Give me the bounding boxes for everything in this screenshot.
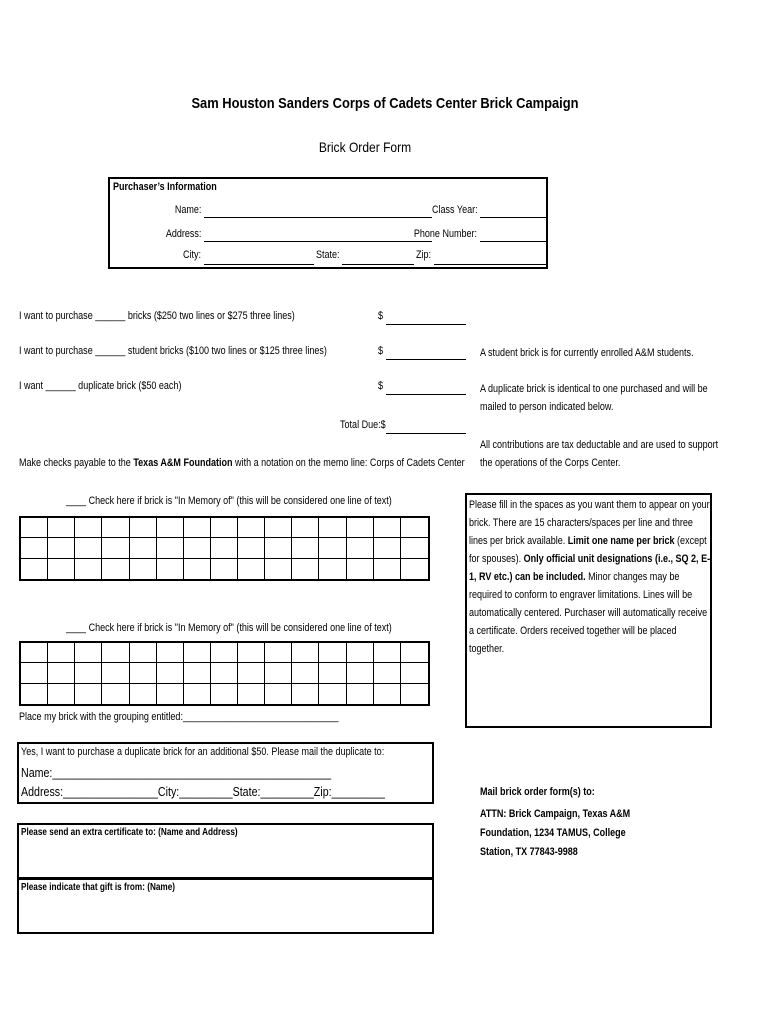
- grouping-label[interactable]: Place my brick with the grouping entitled:_______________________________: [19, 711, 339, 723]
- mail-line-3: Station, TX 77843-9988: [480, 846, 578, 858]
- gift-label: Please indicate that gift is from: (Name): [21, 882, 176, 893]
- duplicate-address-field[interactable]: Address:________________City:_________State:_________Zip:_________: [21, 784, 385, 799]
- order-student-currency: $: [378, 345, 384, 357]
- total-label: Total Due:$: [340, 419, 386, 431]
- memory-check-1[interactable]: ____ Check here if brick is "In Memory of" (this will be considered one line of text): [66, 495, 392, 507]
- duplicate-note-1: A duplicate brick is identical to one purchased and will be: [480, 383, 708, 395]
- order-student-text: I want to purchase ______ student bricks ($100 two lines or $125 three lines): [19, 345, 327, 357]
- total-field[interactable]: [386, 433, 466, 434]
- mail-line-2: Foundation, 1234 TAMUS, College: [480, 827, 626, 839]
- order-student-amount[interactable]: [386, 359, 466, 360]
- duplicate-line-1: Yes, I want to purchase a duplicate brick for an additional $50. Please mail the duplicate to:: [21, 746, 385, 758]
- mail-line-1: ATTN: Brick Campaign, Texas A&M: [480, 808, 631, 820]
- instructions-text: Please fill in the spaces as you want them to appear on your brick. There are 15 characters/spaces per line and three lines per brick available. Limit one name per brick (except for spouses). Only official unit designations (i.e., SQ 2, E-1, RV etc.) can be included. Minor changes may be required to conform to engraver limitations. Lines will be automatically centered. Purchaser will automatically receive a certificate. Orders received together will be placed together.: [469, 499, 711, 655]
- state-label: State:: [316, 249, 340, 261]
- purchaser-heading: Purchaser’s Information: [113, 181, 217, 193]
- phone-label: Phone Number:: [413, 228, 477, 240]
- checks-payable: Make checks payable to the Texas A&M Foundation with a notation on the memo line: Corps of Cadets Center: [19, 457, 465, 469]
- class-year-label: Class Year:: [432, 204, 478, 216]
- certificate-box[interactable]: [17, 823, 434, 879]
- duplicate-name-field[interactable]: Name:_______________________________________________: [21, 765, 332, 780]
- order-duplicate-currency: $: [378, 380, 384, 392]
- brick-grid-1[interactable]: [19, 516, 430, 581]
- order-duplicate-text: I want ______ duplicate brick ($50 each): [19, 380, 182, 392]
- tax-note-2: the operations of the Corps Center.: [480, 457, 621, 469]
- certificate-label: Please send an extra certificate to: (Name and Address): [21, 827, 238, 838]
- instructions-box: [465, 493, 712, 728]
- zip-label: Zip:: [416, 249, 432, 261]
- order-bricks-amount[interactable]: [386, 324, 466, 325]
- name-field[interactable]: [204, 217, 432, 218]
- name-label: Name:: [174, 204, 201, 216]
- student-note: A student brick is for currently enrolled A&M students.: [480, 347, 694, 359]
- duplicate-note-2: mailed to person indicated below.: [480, 401, 614, 413]
- phone-field[interactable]: [480, 241, 546, 242]
- city-field[interactable]: [204, 264, 314, 265]
- memory-check-2[interactable]: ____ Check here if brick is "In Memory of" (this will be considered one line of text): [66, 622, 392, 634]
- zip-field[interactable]: [434, 264, 546, 265]
- tax-note-1: All contributions are tax deductable and are used to support: [480, 439, 719, 451]
- order-duplicate-amount[interactable]: [386, 394, 466, 395]
- gift-box[interactable]: [17, 878, 434, 934]
- address-label: Address:: [165, 228, 201, 240]
- order-bricks-currency: $: [378, 310, 384, 322]
- brick-grid-2[interactable]: [19, 641, 430, 706]
- form-subtitle: Brick Order Form: [318, 139, 412, 155]
- city-label: City:: [182, 249, 201, 261]
- duplicate-box: [17, 742, 434, 804]
- mail-heading: Mail brick order form(s) to:: [480, 786, 595, 798]
- class-year-field[interactable]: [480, 217, 546, 218]
- address-field[interactable]: [204, 241, 432, 242]
- order-bricks-text: I want to purchase ______ bricks ($250 two lines or $275 three lines): [19, 310, 295, 322]
- state-field[interactable]: [342, 264, 414, 265]
- form-title: Sam Houston Sanders Corps of Cadets Center Brick Campaign: [191, 95, 579, 112]
